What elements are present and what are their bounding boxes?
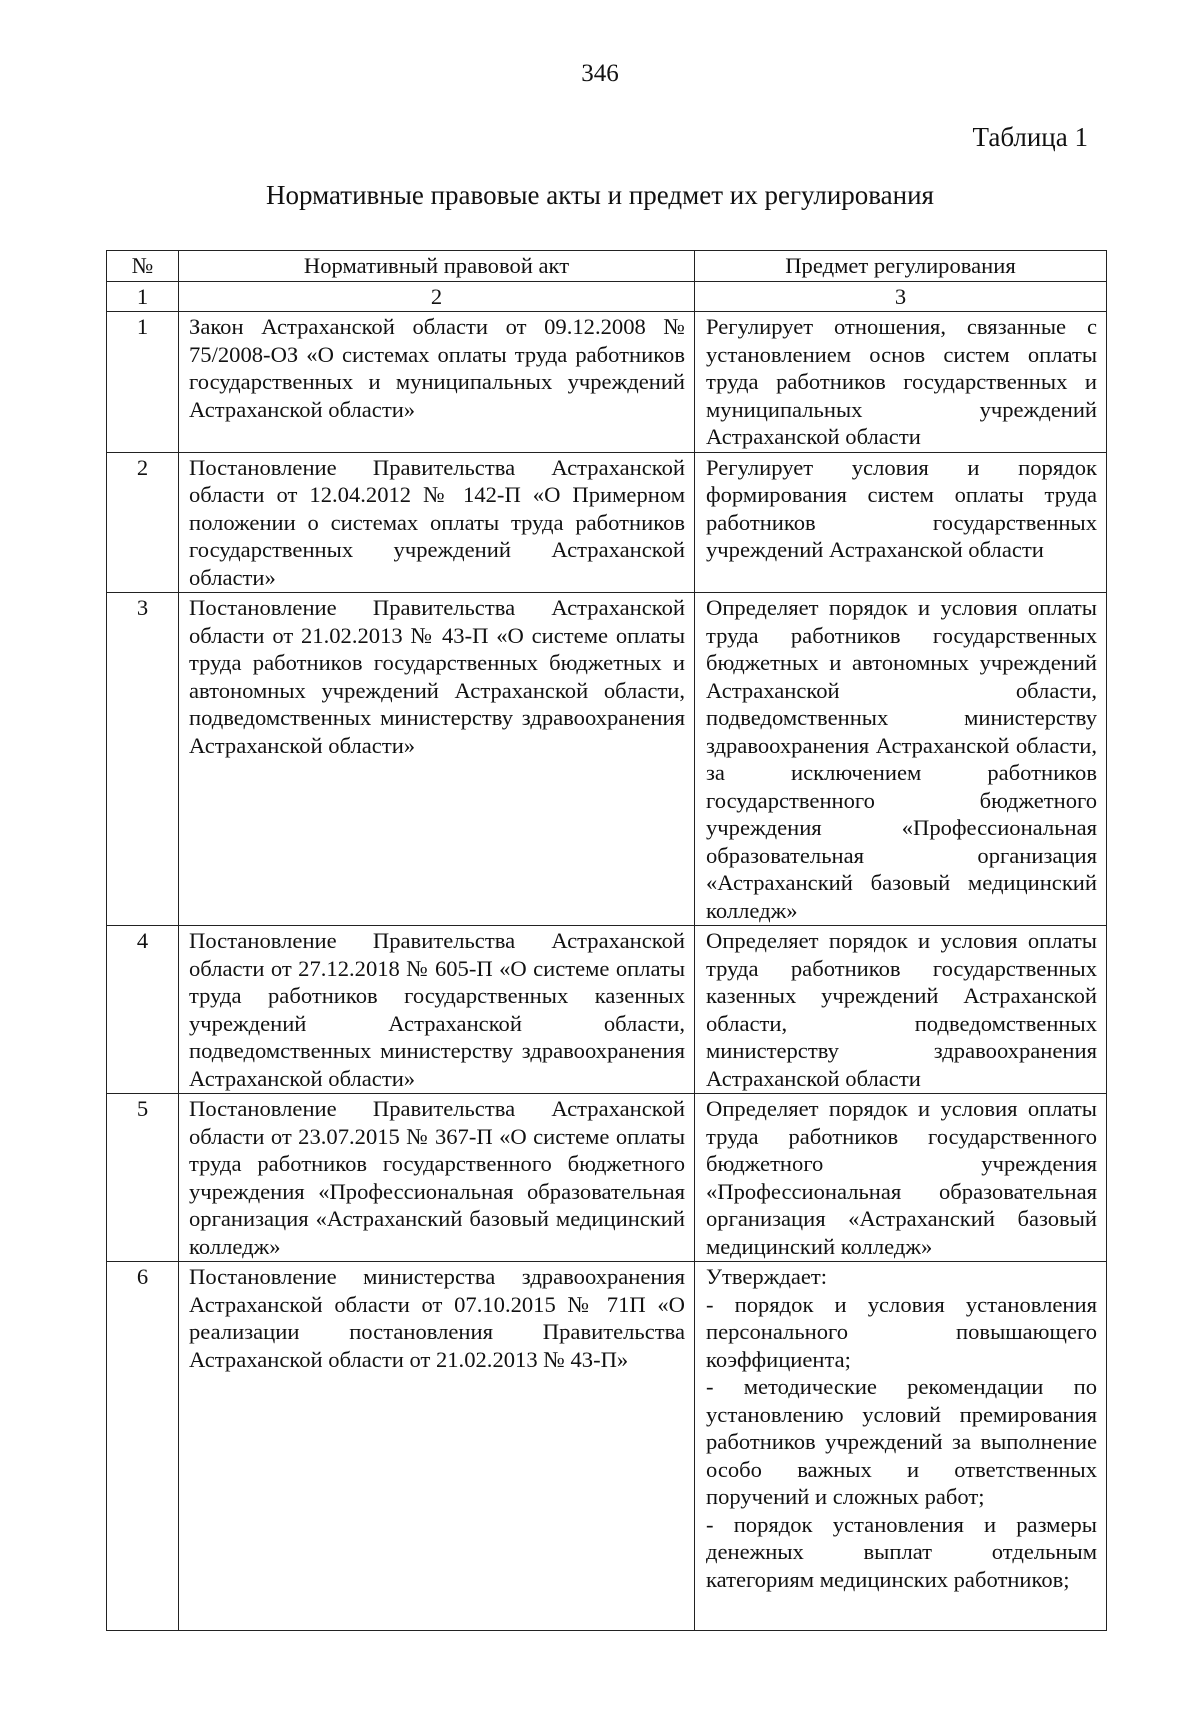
table-row xyxy=(107,1094,1107,1262)
table-label: Таблица 1 xyxy=(972,122,1088,152)
table-row xyxy=(107,926,1107,1094)
subject-cell: Регулирует условия и порядок формирования систем оплаты труда работников государственных учреждений Астраханской области xyxy=(695,452,1107,593)
subject-cell: Определяет порядок и условия оплаты труда работников государственных казенных учреждений Астраханской области, подведомственных министерству здравоохранения Астраханской области xyxy=(695,926,1107,1094)
subject-list-item: - методические рекомендации по установлению условий премирования работников учреждений за выполнение особо важных и ответственных поручений и сложных работ; xyxy=(706,1374,1097,1509)
column-index-row xyxy=(107,281,1107,312)
column-index: 2 xyxy=(179,281,695,312)
table-row xyxy=(107,1262,1107,1631)
act-cell: Постановление Правительства Астраханской области от 27.12.2018 № 605-П «О системе оплаты труда работников государственных казенных учреждений Астраханской области, подведомственных министерству здравоохранения Астраханской области» xyxy=(179,926,695,1094)
subject-cell: Определяет порядок и условия оплаты труда работников государственных бюджетных и автономных учреждений Астраханской области, подведомственных министерству здравоохранения Астраханской области, за исключением работников государственного бюджетного учреждения «Профессиональная образовательная организация «Астраханский базовый медицинский колледж» xyxy=(695,593,1107,926)
table-header-row xyxy=(107,251,1107,282)
table-row xyxy=(107,593,1107,926)
subject-list-item: - порядок и условия установления персонального повышающего коэффициента; xyxy=(706,1291,1097,1372)
subject-cell: Определяет порядок и условия оплаты труда работников государственного бюджетного учреждения «Профессиональная образовательная организация «Астраханский базовый медицинский колледж» xyxy=(695,1094,1107,1262)
subject-cell xyxy=(695,1262,1107,1631)
table-row xyxy=(107,312,1107,453)
header-number: № xyxy=(107,251,179,282)
page-number: 346 xyxy=(581,60,619,87)
header-subject: Предмет регулирования xyxy=(695,251,1107,282)
column-index: 1 xyxy=(107,281,179,312)
act-cell: Закон Астраханской области от 09.12.2008 № 75/2008-ОЗ «О системах оплаты труда работников государственных и муниципальных учреждений Астраханской области» xyxy=(179,312,695,453)
row-number: 6 xyxy=(107,1262,179,1631)
document-title: Нормативные правовые акты и предмет их регулирования xyxy=(266,180,934,210)
row-number: 4 xyxy=(107,926,179,1094)
row-number: 3 xyxy=(107,593,179,926)
act-cell: Постановление Правительства Астраханской области от 23.07.2015 № 367-П «О системе оплаты труда работников государственного бюджетного учреждения «Профессиональная образовательная организация «Астраханский базовый медицинский колледж» xyxy=(179,1094,695,1262)
subject-intro: Утверждает: xyxy=(706,1264,828,1289)
row-number: 1 xyxy=(107,312,179,453)
header-act: Нормативный правовой акт xyxy=(179,251,695,282)
subject-cell: Регулирует отношения, связанные с установлением основ систем оплаты труда работников государственных и муниципальных учреждений Астраханской области xyxy=(695,312,1107,453)
row-number: 2 xyxy=(107,452,179,593)
column-index: 3 xyxy=(695,281,1107,312)
subject-list-item: - порядок установления и размеры денежных выплат отдельным категориям медицинских работников; xyxy=(706,1511,1097,1592)
act-cell: Постановление Правительства Астраханской области от 21.02.2013 № 43-П «О системе оплаты труда работников государственных бюджетных и автономных учреждений Астраханской области, подведомственных министерству здравоохранения Астраханской области» xyxy=(179,593,695,926)
act-cell: Постановление Правительства Астраханской области от 12.04.2012 № 142-П «О Примерном положении о системах оплаты труда работников государственных учреждений Астраханской области» xyxy=(179,452,695,593)
legal-acts-table xyxy=(106,250,1107,1631)
row-number: 5 xyxy=(107,1094,179,1262)
table-row xyxy=(107,452,1107,593)
act-cell: Постановление министерства здравоохранения Астраханской области от 07.10.2015 № 71П «О реализации постановления Правительства Астраханской области от 21.02.2013 № 43-П» xyxy=(179,1262,695,1631)
